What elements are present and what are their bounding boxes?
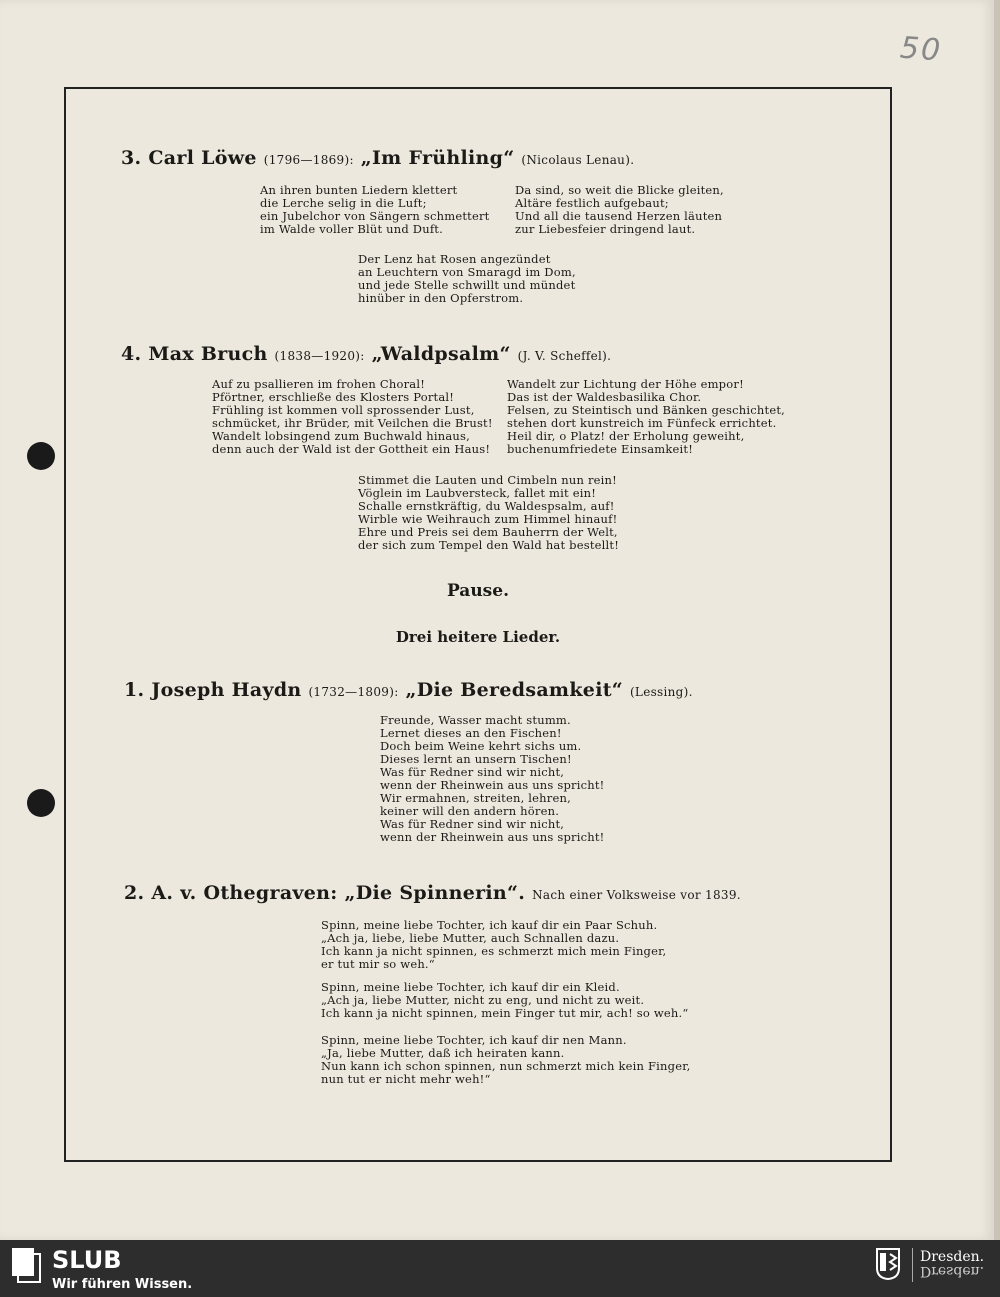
composer-name: Carl Löwe xyxy=(148,147,257,169)
verse-center: Der Lenz hat Rosen angezündet an Leuchtern von Smaragd im Dom, und jede Stelle schwillt und mündet hinüber in den Opferstrom. xyxy=(358,252,576,305)
dresden-logo[interactable] xyxy=(920,1250,984,1278)
footer-bar xyxy=(0,1240,1000,1297)
section-heading-loewe xyxy=(121,147,634,169)
dresden-text: Dresden. xyxy=(920,1249,985,1265)
song-title: „Waldpsalm“ xyxy=(371,343,511,365)
item-number: 2. xyxy=(124,882,145,904)
composer-name: A. v. Othegraven: xyxy=(151,882,338,904)
verse-left: An ihren bunten Liedern klettert die Lerche selig in die Luft; ein Jubelchor von Sängern schmettert im Walde voller Blüt und Duft. xyxy=(260,183,490,236)
section-heading-haydn xyxy=(124,679,693,701)
verse-haydn: Freunde, Wasser macht stumm. Lernet dieses an den Fischen! Doch beim Weine kehrt sichs um. Dieses lernt an unsern Tischen! Was für Redner sind wir nicht, wenn der Rheinwein aus uns spricht! Wir ermahnen, streiten, lehren, keiner will den andern hören. Was für Redner sind wir nicht, wenn der Rheinwein aus uns spricht! xyxy=(380,713,605,844)
punch-hole xyxy=(27,442,55,470)
composer-name: Max Bruch xyxy=(148,343,268,365)
pause-label: Pause. xyxy=(446,581,509,601)
footer-divider xyxy=(912,1248,913,1282)
composer-years: (1732—1809): xyxy=(308,685,399,699)
item-number: 4. xyxy=(121,343,142,365)
slub-logo-icon xyxy=(12,1248,42,1284)
composer-name: Joseph Haydn xyxy=(151,679,302,701)
punch-hole xyxy=(27,789,55,817)
poet-name: (Nicolaus Lenau). xyxy=(521,153,635,167)
poet-name: (J. V. Scheffel). xyxy=(517,349,612,363)
item-number: 3. xyxy=(121,147,142,169)
verse-spinnerin-2: Spinn, meine liebe Tochter, ich kauf dir ein Kleid. „Ach ja, liebe Mutter, nicht zu eng, und nicht zu weit. Ich kann ja nicht spinnen, mein Finger tut mir, ach! so weh.“ xyxy=(321,980,689,1020)
section-heading-bruch xyxy=(121,343,611,365)
verse-right: Da sind, so weit die Blicke gleiten, Altäre festlich aufgebaut; Und all die tausend Herzen läuten zur Liebesfeier dringend laut. xyxy=(515,183,724,236)
verse-right: Wandelt zur Lichtung der Höhe empor! Das ist der Waldesbasilika Chor. Felsen, zu Steintisch und Bänken geschichtet, stehen dort kunstreich im Fünfeck errichtet. Heil dir, o Platz! der Erholung geweiht, buchenumfriedete Einsamkeit! xyxy=(507,377,785,456)
song-title: „Die Beredsamkeit“ xyxy=(405,679,624,701)
dresden-crest-icon xyxy=(876,1248,900,1280)
composer-years: (1796—1869): xyxy=(263,153,354,167)
song-title: „Im Frühling“ xyxy=(360,147,515,169)
verse-center: Stimmet die Lauten und Cimbeln nun rein! Vöglein im Laubversteck, fallet mit ein! Schalle ernstkräftig, du Waldespsalm, auf! Wirble wie Weihrauch zum Himmel hinauf! Ehre und Preis sei dem Bauherrn der Welt, der sich zum Tempel den Wald hat bestellt! xyxy=(358,473,620,552)
verse-spinnerin-1: Spinn, meine liebe Tochter, ich kauf dir ein Paar Schuh. „Ach ja, liebe, liebe Mutter, auch Schnallen dazu. Ich kann ja nicht spinnen, es schmerzt mich mein Finger, er tut mir so weh.“ xyxy=(321,918,667,971)
slub-tagline: Wir führen Wissen. xyxy=(52,1277,193,1292)
dresden-text-mirrored: Dresden. xyxy=(920,1263,985,1279)
arrangement-note: Nach einer Volksweise vor 1839. xyxy=(532,888,741,902)
poet-name: (Lessing). xyxy=(629,685,693,699)
song-title: „Die Spinnerin“. xyxy=(344,882,526,904)
pencil-page-number: 50 xyxy=(898,30,944,69)
composer-years: (1838—1920): xyxy=(274,349,365,363)
subtitle: Drei heitere Lieder. xyxy=(395,628,561,646)
slub-brand[interactable]: SLUB xyxy=(52,1246,122,1274)
verse-left: Auf zu psallieren im frohen Choral! Pförtner, erschließe des Klosters Portal! Frühling ist kommen voll sprossender Lust, schmücket, ihr Brüder, mit Veilchen die Brust! Wandelt lobsingend zum Buchwald hinaus, denn auch der Wald ist der Gottheit ein Haus! xyxy=(212,377,493,456)
item-number: 1. xyxy=(124,679,145,701)
section-heading-othegraven xyxy=(124,882,741,904)
verse-spinnerin-3: Spinn, meine liebe Tochter, ich kauf dir nen Mann. „Ja, liebe Mutter, daß ich heiraten kann. Nun kann ich schon spinnen, nun schmerzt mich kein Finger, nun tut er nicht mehr weh!“ xyxy=(321,1033,691,1086)
